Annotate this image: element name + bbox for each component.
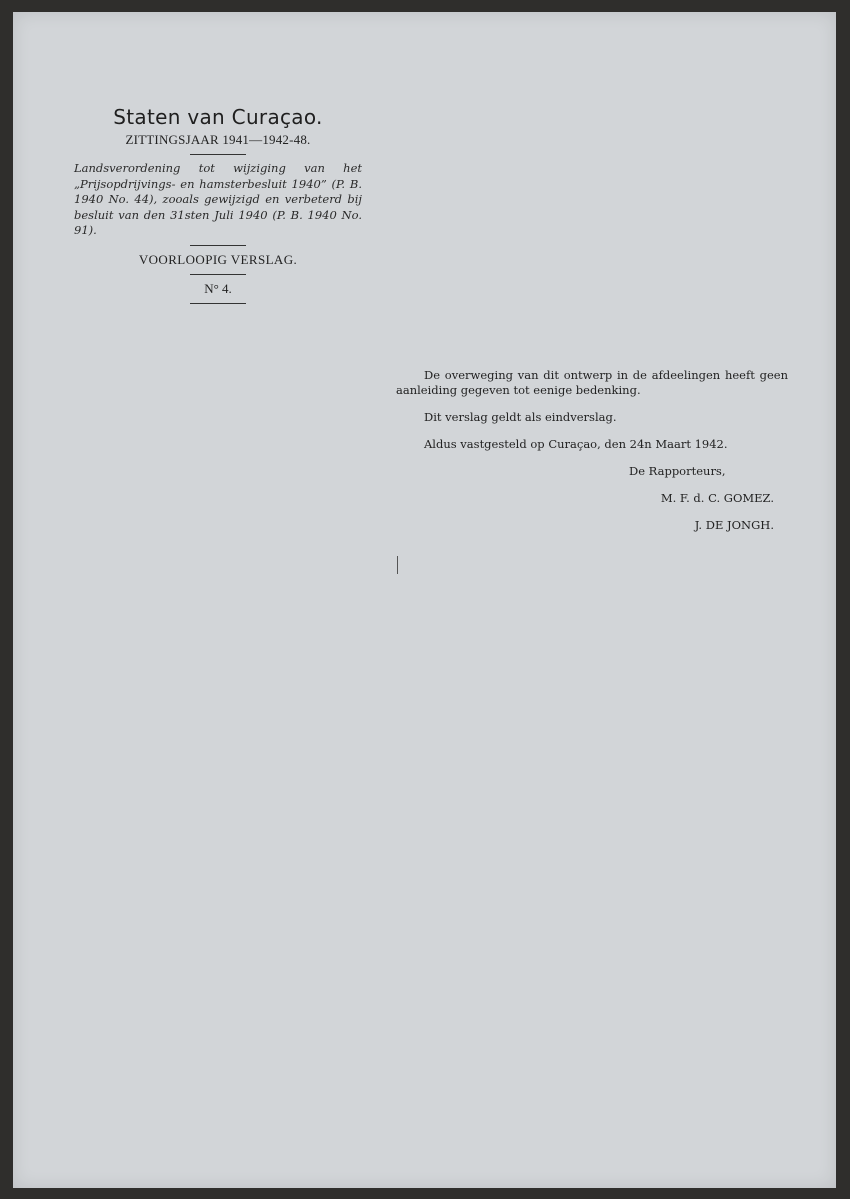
signature-gomez: M. F. d. C. GOMEZ. — [660, 491, 774, 505]
paragraph-adopted: Aldus vastgesteld op Curaçao, den 24n Maart 1942. — [424, 437, 728, 451]
divider — [190, 274, 246, 275]
divider — [190, 154, 246, 155]
document-page — [13, 12, 836, 1188]
signature-de-jongh: J. DE JONGH. — [694, 518, 774, 532]
divider — [190, 245, 246, 246]
session-line: ZITTINGSJAAR 1941—1942-48. — [125, 132, 311, 147]
document-number: N° 4. — [204, 280, 232, 296]
paragraph-consideration: De overweging van dit ontwerp in de afdeelingen heeft geen aanleiding gegeven tot eenige bedenking. — [396, 368, 788, 397]
rapporteurs-heading: De Rapporteurs, — [629, 464, 726, 478]
subject-text: Landsverordening tot wijziging van het „Prijsopdrijvings- en hamsterbesluit 1940” (P. B. 1940 No. 44), zooals gewijzigd en verbeterd bij besluit van den 31sten Juli 1940 (P. B. 1940 No. 91). — [74, 161, 362, 237]
report-body — [396, 368, 788, 545]
report-type: VOORLOOPIG VERSLAG. — [138, 251, 298, 267]
document-title: Staten van Curaçao. — [113, 105, 323, 129]
document-header — [73, 104, 363, 310]
margin-mark — [397, 556, 398, 574]
divider — [190, 303, 246, 304]
paragraph-final-report: Dit verslag geldt als eindverslag. — [424, 410, 617, 424]
